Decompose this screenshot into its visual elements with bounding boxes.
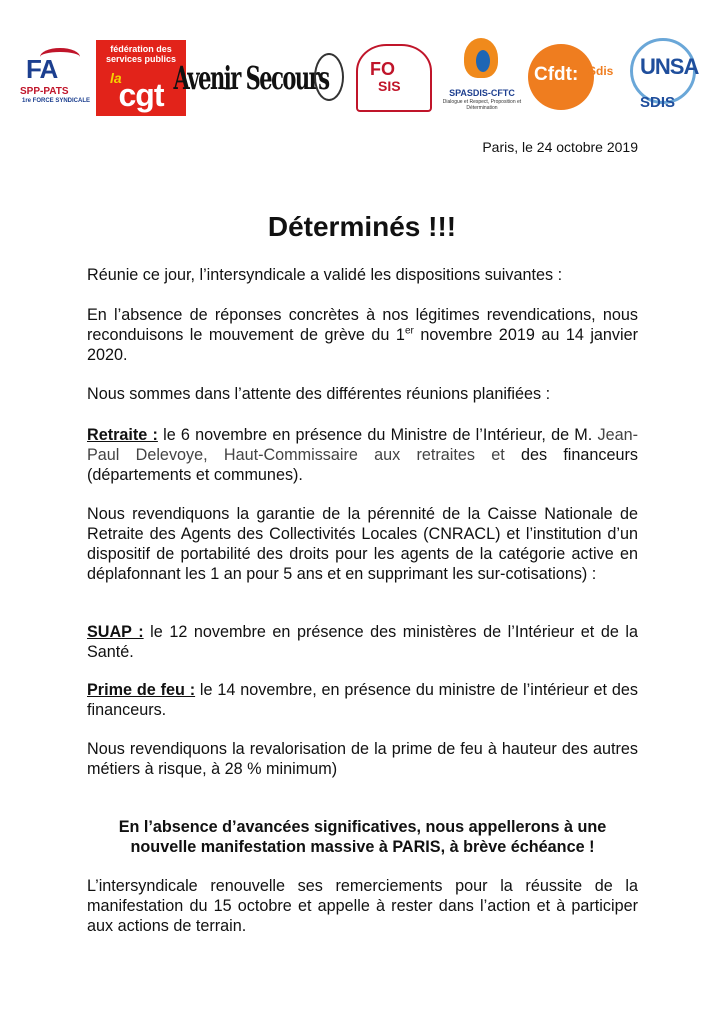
avenir-logo-text: Avenir Secours <box>173 58 329 96</box>
fa-spp-pats-logo <box>18 36 90 118</box>
spasdis-logo-sub: Dialogue et Respect, Proposition et Détermination <box>442 99 522 111</box>
cgt-logo-la: la <box>110 70 122 86</box>
paragraph-call-to-action: En l’absence d’avancées significatives, nous appellerons à une nouvelle manifestation massive à PARIS, à brève échéance ! <box>118 818 607 856</box>
avenir-secours-logo <box>173 36 329 118</box>
spasdis-logo-text: SPASDIS-CFTC <box>449 88 515 98</box>
fo-logo-line2: SIS <box>378 78 401 94</box>
paragraph-intro: Réunie ce jour, l’intersyndicale a validé les dispositions suivantes : <box>87 266 563 284</box>
logo-banner <box>18 36 708 118</box>
paragraph-suap <box>87 622 638 662</box>
suap-label: SUAP : <box>87 623 144 641</box>
paragraph-strike-text-a: En l’absence de réponses concrètes à nos légitimes revendications, nous reconduisons le mouvement de grève du 1 <box>87 306 638 344</box>
cgt-logo-text: cgt <box>118 77 164 113</box>
cfdt-sdis-logo <box>528 36 612 118</box>
retraite-text-gray: Jean-Paul Delevoye, Haut-Commissaire aux retraites et <box>87 426 638 464</box>
cgt-logo-top: fédération des services publics <box>105 44 177 64</box>
prime-de-feu-label: Prime de feu : <box>87 681 196 699</box>
suap-text: le 12 novembre en présence des ministères de l’Intérieur et de la Santé. <box>87 623 638 661</box>
retraite-text-a: le 6 novembre en présence du Ministre de l’Intérieur, de M. <box>157 426 598 444</box>
drop-icon <box>476 50 490 72</box>
paragraph-meetings: Nous sommes dans l’attente des différentes réunions planifiées : <box>87 385 551 403</box>
paragraph-thanks: L’intersyndicale renouvelle ses remerciements pour la réussite de la manifestation du 15 octobre et appelle à rester dans l’action et à participer aux actions de terrain. <box>87 877 638 935</box>
paragraph-prime-de-feu <box>87 680 638 720</box>
fa-logo-sub2: 1re FORCE SYNDICALE <box>22 98 91 104</box>
ordinal-superscript: er <box>404 325 414 337</box>
retraite-text-b: des financeurs (départements et communes). <box>87 446 638 484</box>
cfdt-logo-sdis: Sdis <box>588 64 614 78</box>
spasdis-cftc-logo <box>440 36 524 118</box>
paragraph-retraite <box>87 425 638 485</box>
document-date: Paris, le 24 octobre 2019 <box>482 139 638 155</box>
unsa-logo-sdis: SDIS <box>640 94 676 111</box>
paragraph-strike-text-b: novembre 2019 au 14 janvier 2020. <box>87 326 638 364</box>
emblem-circle-icon <box>314 53 344 101</box>
cfdt-logo-text: Cfdt: <box>534 64 579 85</box>
paragraph-strike <box>87 305 638 365</box>
round-emblem-logo <box>314 36 344 118</box>
fa-logo-sub: SPP-PATS <box>20 86 69 97</box>
fa-logo-text: FA <box>26 54 58 84</box>
paragraph-cnracl: Nous revendiquons la garantie de la pérennité de la Caisse Nationale de Retraite des Agents des Collectivités Locales (CNRACL) et l’institution d’un dispositif de portabilité des droits pour les agents de la catégorie active en déplafonnant les 1 an pour 5 ans et en supprimant les sur-cotisations) : <box>87 505 638 583</box>
document-title: Déterminés !!! <box>267 211 457 242</box>
retraite-label: Retraite : <box>87 426 158 444</box>
fo-sis-logo <box>348 36 436 118</box>
fo-logo-line1: FO <box>370 59 395 79</box>
unsa-sdis-logo <box>618 36 708 118</box>
paragraph-revalorisation: Nous revendiquons la revalorisation de la prime de feu à hauteur des autres métiers à risque, à 28 % minimum) <box>87 740 638 778</box>
unsa-logo-text: UNSA <box>640 54 699 79</box>
prime-de-feu-text: le 14 novembre, en présence du ministre de l’intérieur et des financeurs. <box>87 681 639 719</box>
